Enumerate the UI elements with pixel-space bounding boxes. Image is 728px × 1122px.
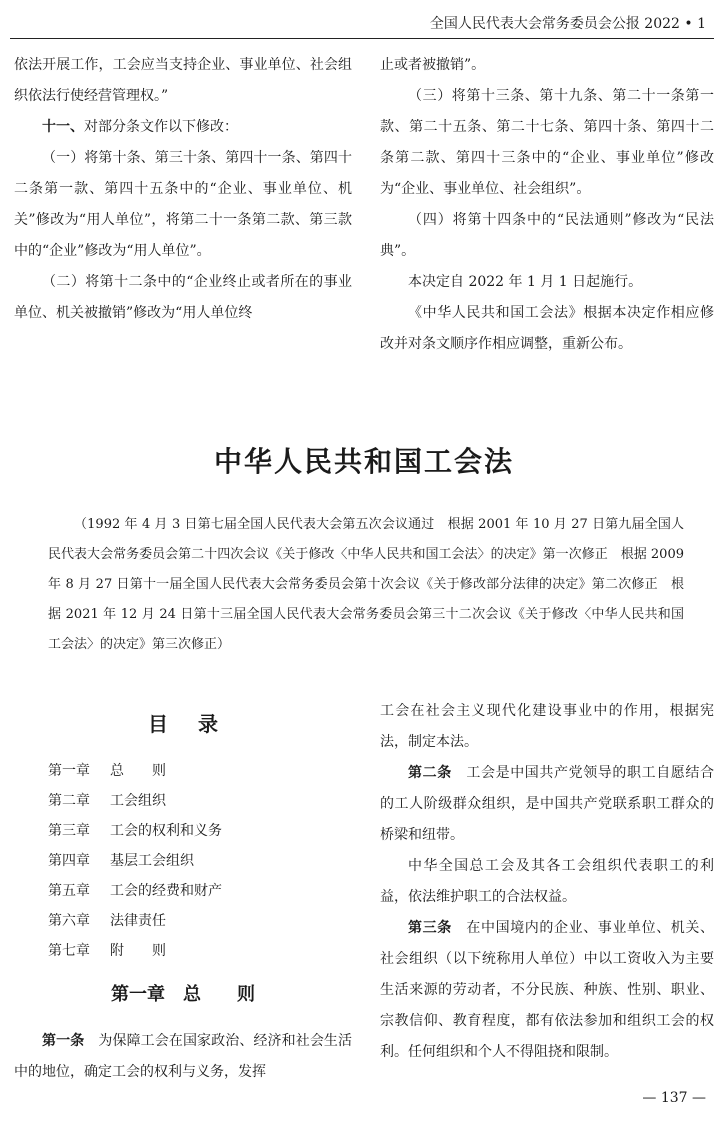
paragraph-text: 止或者被撤销”。 — [380, 57, 486, 73]
paragraph-text: 本决定自 2022 年 1 月 1 日起施行。 — [408, 274, 643, 290]
paragraph-text: 中华全国总工会及其各工会组织代表职工的利益，依法维护职工的合法权益。 — [380, 858, 714, 905]
paragraph-text: 工会是中国共产党领导的职工自愿结合的工人阶级群众组织，是中国共产党联系职工群众的桥梁和纽带。 — [380, 765, 715, 843]
paragraph — [380, 298, 714, 360]
toc-item — [48, 876, 348, 906]
chapter-title: 第一章 总 则 — [111, 984, 255, 1005]
header-title: 全国人民代表大会常务委员会公报 2022 • 1 — [429, 16, 706, 32]
article-number: 第一条 — [42, 1033, 85, 1049]
paragraph-text: 工会在社会主义现代化建设事业中的作用，根据宪法，制定本法。 — [380, 703, 714, 750]
paragraph-text: 依法开展工作，工会应当支持企业、事业单位、社会组织依法行使经营管理权。” — [14, 57, 352, 104]
paragraph-text: （三）将第十三条、第十九条、第二十一条第一款、第二十五条、第二十七条、第四十条、第四十二条第二款、第四十三条中的“企业、事业单位”修改为“企业、事业单位、社会组织”。 — [380, 88, 714, 197]
toc-chapter-number: 第六章 — [48, 913, 90, 929]
article-number: 第二条 — [408, 765, 452, 781]
toc-chapter-number: 第四章 — [48, 853, 90, 869]
top-right-column — [380, 50, 714, 360]
paragraph — [380, 696, 714, 758]
toc-chapter-name: 工会组织 — [110, 793, 166, 809]
toc-item — [48, 816, 348, 846]
paragraph — [380, 81, 714, 205]
header-rule — [10, 38, 714, 39]
paragraph — [14, 1026, 352, 1088]
paragraph — [14, 267, 352, 329]
paragraph — [14, 112, 352, 143]
law-title: 中华人民共和国工会法 — [213, 445, 514, 478]
paragraph-lead: 十一、 — [42, 119, 84, 135]
paragraph — [14, 50, 352, 112]
paragraph-text: 对部分条文作以下修改： — [84, 119, 238, 135]
paragraph — [380, 205, 714, 267]
top-left-column — [14, 50, 352, 329]
paragraph — [380, 913, 714, 1068]
toc-chapter-name: 法律责任 — [110, 913, 166, 929]
toc-chapter-name: 工会的经费和财产 — [110, 883, 222, 899]
paragraph — [380, 758, 714, 851]
toc-title: 目录 — [148, 712, 248, 736]
toc-item — [48, 786, 348, 816]
article-number: 第三条 — [408, 920, 452, 936]
toc-item — [48, 906, 348, 936]
page-header — [0, 10, 706, 38]
toc-chapter-name: 工会的权利和义务 — [110, 823, 222, 839]
table-of-contents — [48, 756, 348, 966]
toc-chapter-number: 第七章 — [48, 943, 90, 959]
paragraph-text: （二）将第十二条中的“企业终止或者所在的事业单位、机关被撤销”修改为“用人单位终 — [14, 274, 352, 321]
law-history: （1992 年 4 月 3 日第七届全国人民代表大会第五次会议通过 根据 2001 年 10 月 27 日第九届全国人民代表大会常务委员会第二十四次会议《关于修改〈中华人民共和国工会法〉的决定》第一次修正 根据 2009 年 8 月 27 日第十一届全国人民代表大会常务委员会第十次会议《关于修改部分法律的决定》第二次修正 根据 2021 年 12 月 24 日第十三届全国人民代表大会常务委员会第三十二次会议《关于修改〈中华人民共和国工会法〉的决定》第三次修正） — [48, 517, 684, 652]
paragraph — [380, 851, 714, 913]
paragraph-text: （一）将第十条、第三十条、第四十一条、第四十二条第一款、第四十五条中的“企业、事业单位、机关”修改为“用人单位”，将第二十一条第二款、第三款中的“企业”修改为“用人单位”。 — [14, 150, 352, 259]
toc-chapter-name: 附 则 — [110, 943, 166, 959]
toc-chapter-number: 第二章 — [48, 793, 90, 809]
paragraph — [14, 143, 352, 267]
bottom-left-column — [14, 1026, 352, 1088]
paragraph — [380, 50, 714, 81]
toc-chapter-name: 总 则 — [110, 763, 166, 779]
toc-chapter-number: 第三章 — [48, 823, 90, 839]
toc-item — [48, 936, 348, 966]
toc-item — [48, 756, 348, 786]
toc-chapter-number: 第五章 — [48, 883, 90, 899]
paragraph-text: 在中国境内的企业、事业单位、机关、社会组织（以下统称用人单位）中以工资收入为主要生活来源的劳动者，不分民族、种族、性别、职业、宗教信仰、教育程度，都有依法参加和组织工会的权利。任何组织和个人不得阻挠和限制。 — [380, 920, 715, 1060]
toc-item — [48, 846, 348, 876]
bottom-right-column — [380, 696, 714, 1068]
paragraph-text: 为保障工会在国家政治、经济和社会生活中的地位，确定工会的权利与义务，发挥 — [14, 1033, 353, 1080]
paragraph — [380, 267, 714, 298]
paragraph-text: 《中华人民共和国工会法》根据本决定作相应修改并对条文顺序作相应调整，重新公布。 — [380, 305, 714, 352]
paragraph-text: （四）将第十四条中的“民法通则”修改为“民法典”。 — [380, 212, 714, 259]
page-number: — 137 — — [642, 1090, 706, 1106]
toc-chapter-number: 第一章 — [48, 763, 90, 779]
toc-chapter-name: 基层工会组织 — [110, 853, 194, 869]
